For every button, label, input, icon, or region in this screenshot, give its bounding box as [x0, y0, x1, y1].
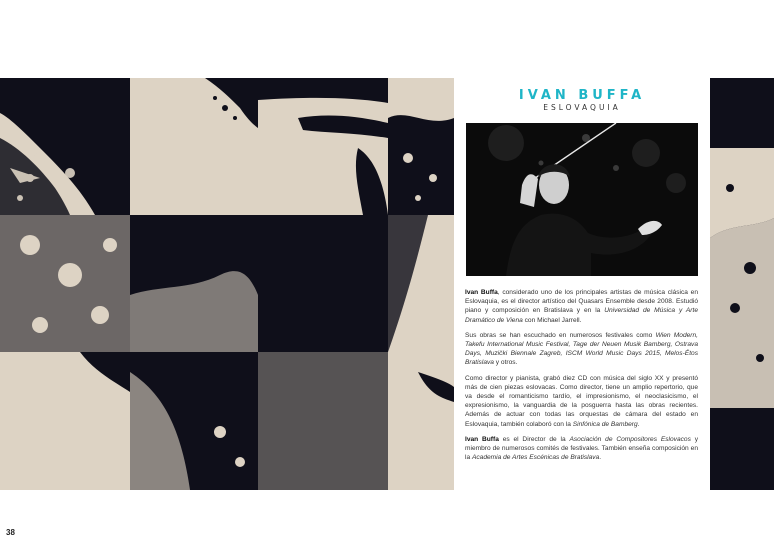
bio-bold-name: Ivan Buffa — [465, 435, 499, 443]
bio-italic-title: Wien Modern, Takefu International Music Festival, Tage der Neuen Musik Bamberg, Ostrava Days, Muzički Biennale Zagreb, ISCM World Music Days 2015, Melos-Étos Bratislava — [465, 331, 698, 367]
bio-text-run: y otros. — [493, 359, 518, 367]
bio-text-run: . — [637, 420, 640, 428]
art-tile-mixed — [130, 352, 258, 490]
biography-text — [465, 288, 698, 468]
bio-text-run: con Michael Jarrell. — [522, 316, 582, 324]
bio-paragraph — [465, 374, 698, 429]
art-tile-mixed — [258, 352, 388, 490]
art-tile-mixed — [388, 215, 454, 352]
page-number: 38 — [6, 528, 15, 537]
bio-italic-title: Sinfónica de Bamberg — [572, 420, 638, 428]
art-tile-light — [0, 352, 130, 490]
conductor-photo — [466, 123, 698, 276]
bio-paragraph — [465, 331, 698, 368]
bio-paragraph — [465, 435, 698, 463]
art-tile-dark — [130, 215, 258, 352]
bio-bold-name: Ivan Buffa — [465, 289, 498, 296]
bio-text-run: es el Director de la — [498, 435, 570, 443]
bio-paragraph — [465, 288, 698, 325]
artwork-grid — [0, 78, 454, 490]
art-tile-light — [258, 78, 388, 215]
bio-text-run: y miembro de numerosos comités de festivales. También enseña composición en la — [465, 435, 698, 462]
bio-text-run: Sus obras se han escuchado en numerosos festivales como — [465, 331, 656, 339]
bio-text-run: Como director y pianista, grabó diez CD con música del siglo XX y presentó más de cien piezas eslovacas. Como director, tiene un amplio repertorio, que va desde el romanticismo tardío, el impresionismo, el neoclasicismo, el expresionismo, la vanguardia de la posguerra hasta las obras recientes. Además de actuar con todas las orquestas de cámara del estado en Eslovaquia, también colaboró con la — [465, 374, 698, 428]
art-tile-mixed — [388, 78, 454, 215]
bio-italic-title: Asociación de Compositores Eslovacos — [569, 435, 691, 443]
bio-italic-title: Universidad de Música y Arte Dramático de Viena — [465, 307, 698, 324]
bio-text-run: . — [599, 454, 602, 462]
art-tile-light — [388, 352, 454, 490]
bio-text-run: , considerado uno de los principales artistas de música clásica en Eslovaquia, es el director artístico del Quasars Ensemble desde 2008. Estudió piano y composición en Bratislava y en la — [465, 289, 698, 315]
artist-name-title: IVAN BUFFA — [518, 88, 646, 103]
artwork-strip-right — [710, 78, 774, 490]
art-tile-dark — [258, 215, 388, 352]
artist-country-subtitle: ESLOVAQUIA — [543, 103, 621, 112]
art-tile-mixed — [0, 215, 130, 352]
art-tile-dark — [0, 78, 130, 215]
bio-italic-title: Academia de Artes Escénicas de Bratislava — [471, 454, 600, 462]
art-tile-light — [130, 78, 258, 215]
